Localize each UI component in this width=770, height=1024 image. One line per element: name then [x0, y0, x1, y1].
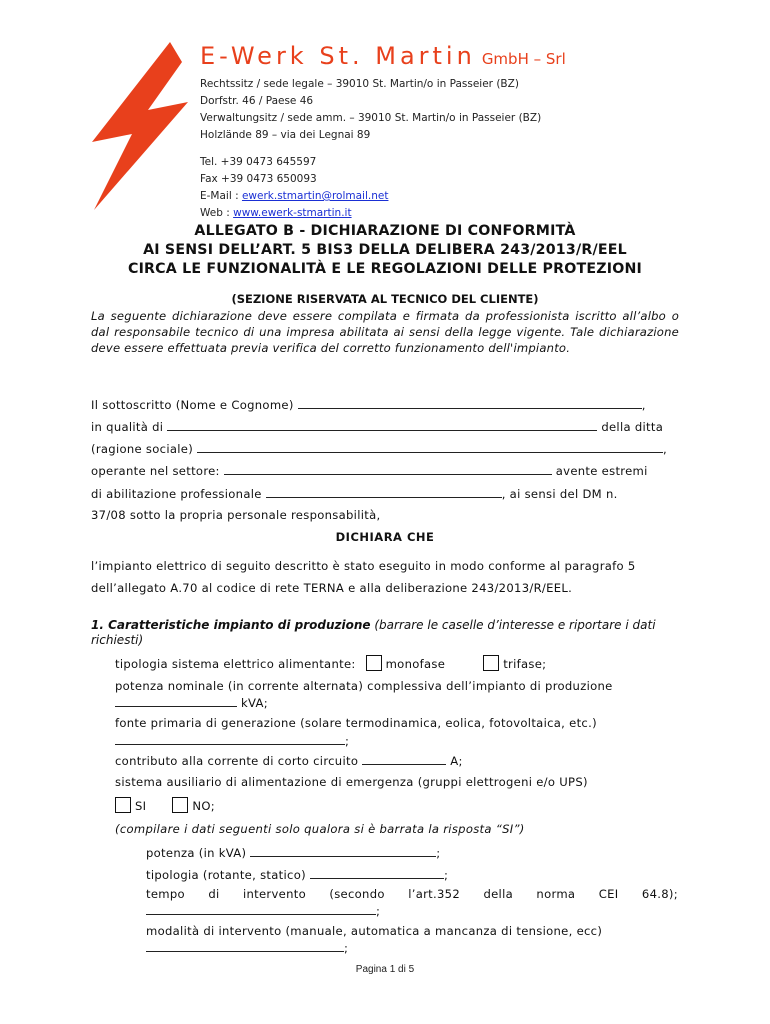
dichiara-heading: DICHIARA CHE	[335, 530, 435, 544]
monofase-checkbox[interactable]	[366, 655, 382, 671]
modalita-row: modalità di intervento (manuale, automatica a mancanza di tensione, ecc)	[146, 924, 603, 938]
sottoscritto-row: Il sottoscritto (Nome e Cognome) ,	[91, 398, 646, 412]
qualita-row: in qualità di della ditta	[91, 420, 664, 434]
company-header	[200, 42, 566, 222]
name-field[interactable]	[298, 396, 642, 409]
section-1-heading	[91, 618, 681, 648]
email-row: E-Mail : ewerk.stmartin@rolmail.net	[200, 190, 389, 202]
web-row: Web : www.ewerk-stmartin.it	[200, 207, 352, 219]
section-1-note: (barrare le caselle d’interesse e riportare i dati richiesti)	[91, 618, 656, 647]
dichiara-text: dell’allegato A.70 al codice di rete TERNA e alla deliberazione 243/2013/R/EEL.	[91, 581, 573, 595]
intervention-mode-field[interactable]	[146, 939, 344, 952]
address-line: Verwaltungsitz / sede amm. – 39010 St. Martin/o in Passeier (BZ)	[200, 112, 542, 124]
si-no-row: SI NO;	[115, 797, 233, 813]
qualification-field[interactable]	[266, 485, 502, 498]
emergency-type-field[interactable]	[310, 866, 444, 879]
tempo-value-row: ;	[146, 902, 380, 918]
intervention-time-field[interactable]	[146, 902, 376, 915]
trifase-checkbox[interactable]	[483, 655, 499, 671]
web-link[interactable]: www.ewerk-stmartin.it	[233, 207, 352, 219]
potenza-row: potenza nominale (in corrente alternata) complessiva dell’impianto di produzione	[115, 679, 613, 693]
title-line: CIRCA LE FUNZIONALITÀ E LE REGOLAZIONI DELLE PROTEZIONI	[127, 261, 643, 277]
dm-row: 37/08 sotto la propria personale responsabilità,	[91, 508, 381, 522]
sistema-row: sistema ausiliario di alimentazione di emergenza (gruppi elettrogeni e/o UPS)	[115, 775, 588, 789]
si-checkbox[interactable]	[115, 797, 131, 813]
address-line: Rechtssitz / sede legale – 39010 St. Martin/o in Passeier (BZ)	[200, 78, 519, 90]
short-circuit-field[interactable]	[362, 752, 446, 765]
company-suffix: GmbH – Srl	[481, 50, 566, 68]
role-field[interactable]	[167, 418, 597, 431]
potenza-value-row: kVA;	[115, 694, 268, 710]
title-line: ALLEGATO B - DICHIARAZIONE DI CONFORMITÀ	[194, 223, 576, 239]
tipologia-row: tipologia sistema elettrico alimentante: monofase trifase;	[115, 657, 547, 671]
address-line: Holzlände 89 – via dei Legnai 89	[200, 129, 371, 141]
phone-number: Tel. +39 0473 645597	[200, 156, 317, 168]
email-link[interactable]: ewerk.stmartin@rolmail.net	[241, 190, 389, 202]
title-line: AI SENSI DELL’ART. 5 BIS3 DELLA DELIBERA 243/2013/R/EEL	[143, 242, 627, 258]
abilitazione-row: di abilitazione professionale , ai sensi del DM n.	[91, 487, 618, 501]
company-address	[200, 76, 566, 222]
emergency-power-field[interactable]	[250, 844, 436, 857]
company-name-field[interactable]	[197, 440, 663, 453]
sector-field[interactable]	[224, 462, 552, 475]
fonte-row: fonte primaria di generazione (solare termodinamica, eolica, fotovoltaica, etc.)	[115, 716, 597, 730]
intro-paragraph: La seguente dichiarazione deve essere compilata e firmata da professionista iscritto all’albo o dal responsabile tecnico di una impresa abilitata ai sensi della legge vigente. Tale dichiarazione deve essere effettuata previa verifica del corretto funzionamento dell'impianto.	[91, 309, 679, 355]
compilare-note: (compilare i dati seguenti solo qualora si è barrata la risposta “SI”)	[115, 822, 525, 836]
company-name: E-Werk St. Martin GmbH – Srl	[200, 42, 566, 70]
tempo-row: tempo di intervento (secondo l’art.352 della norma CEI 64.8);	[146, 887, 678, 901]
ragione-row: (ragione sociale) ,	[91, 442, 668, 456]
modalita-value-row: ;	[146, 939, 348, 955]
section-1-title: 1. Caratteristiche impianto di produzione	[91, 618, 371, 632]
lightning-bolt-logo	[88, 40, 192, 212]
fonte-value-row: ;	[115, 732, 349, 748]
page-number: Pagina 1 di 5	[355, 964, 415, 975]
primary-source-field[interactable]	[115, 732, 345, 745]
no-checkbox[interactable]	[172, 797, 188, 813]
dichiara-text: l’impianto elettrico di seguito descritto è stato eseguito in modo conforme al paragrafo 5	[91, 559, 636, 573]
fax-number: Fax +39 0473 650093	[200, 173, 317, 185]
potenza-kva-row: potenza (in kVA) ;	[146, 846, 441, 860]
address-line: Dorfstr. 46 / Paese 46	[200, 95, 314, 107]
settore-row: operante nel settore: avente estremi	[91, 464, 648, 478]
contributo-row: contributo alla corrente di corto circuito A;	[115, 754, 463, 768]
document-title	[60, 222, 710, 279]
tipologia-rotante-row: tipologia (rotante, statico) ;	[146, 868, 449, 882]
reserved-section-heading: (SEZIONE RISERVATA AL TECNICO DEL CLIENTE)	[231, 292, 539, 306]
nominal-power-field[interactable]	[115, 694, 237, 707]
